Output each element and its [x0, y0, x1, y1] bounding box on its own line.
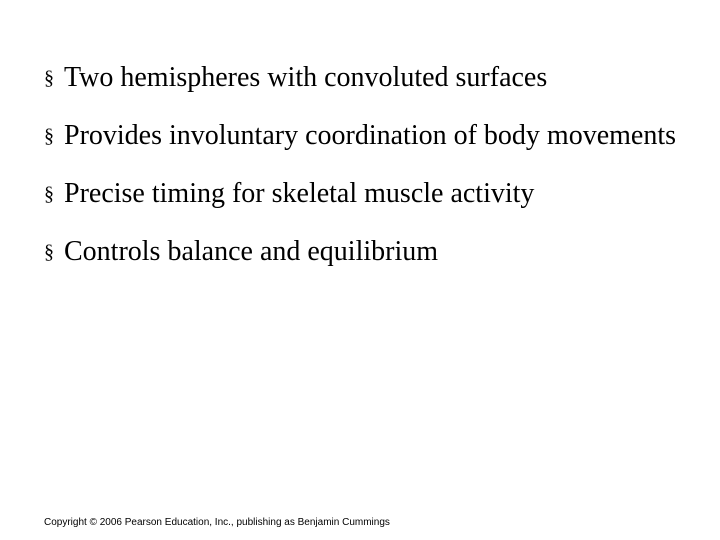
bullet-item	[44, 60, 684, 96]
bullet-text: Controls balance and equilibrium	[64, 236, 439, 267]
bullet-list	[44, 60, 684, 292]
bullet-marker-icon: §	[44, 241, 54, 263]
bullet-text: Provides involuntary coordination of body movements	[64, 120, 677, 151]
bullet-item	[44, 118, 684, 154]
bullet-marker-icon: §	[44, 67, 54, 89]
bullet-item	[44, 176, 684, 212]
bullet-marker-icon: §	[44, 183, 54, 205]
bullet-text: Two hemispheres with convoluted surfaces	[64, 62, 548, 93]
copyright-footer: Copyright © 2006 Pearson Education, Inc., publishing as Benjamin Cummings	[44, 517, 390, 528]
bullet-marker-icon: §	[44, 125, 54, 147]
bullet-text: Precise timing for skeletal muscle activity	[64, 178, 535, 209]
bullet-item	[44, 234, 684, 270]
